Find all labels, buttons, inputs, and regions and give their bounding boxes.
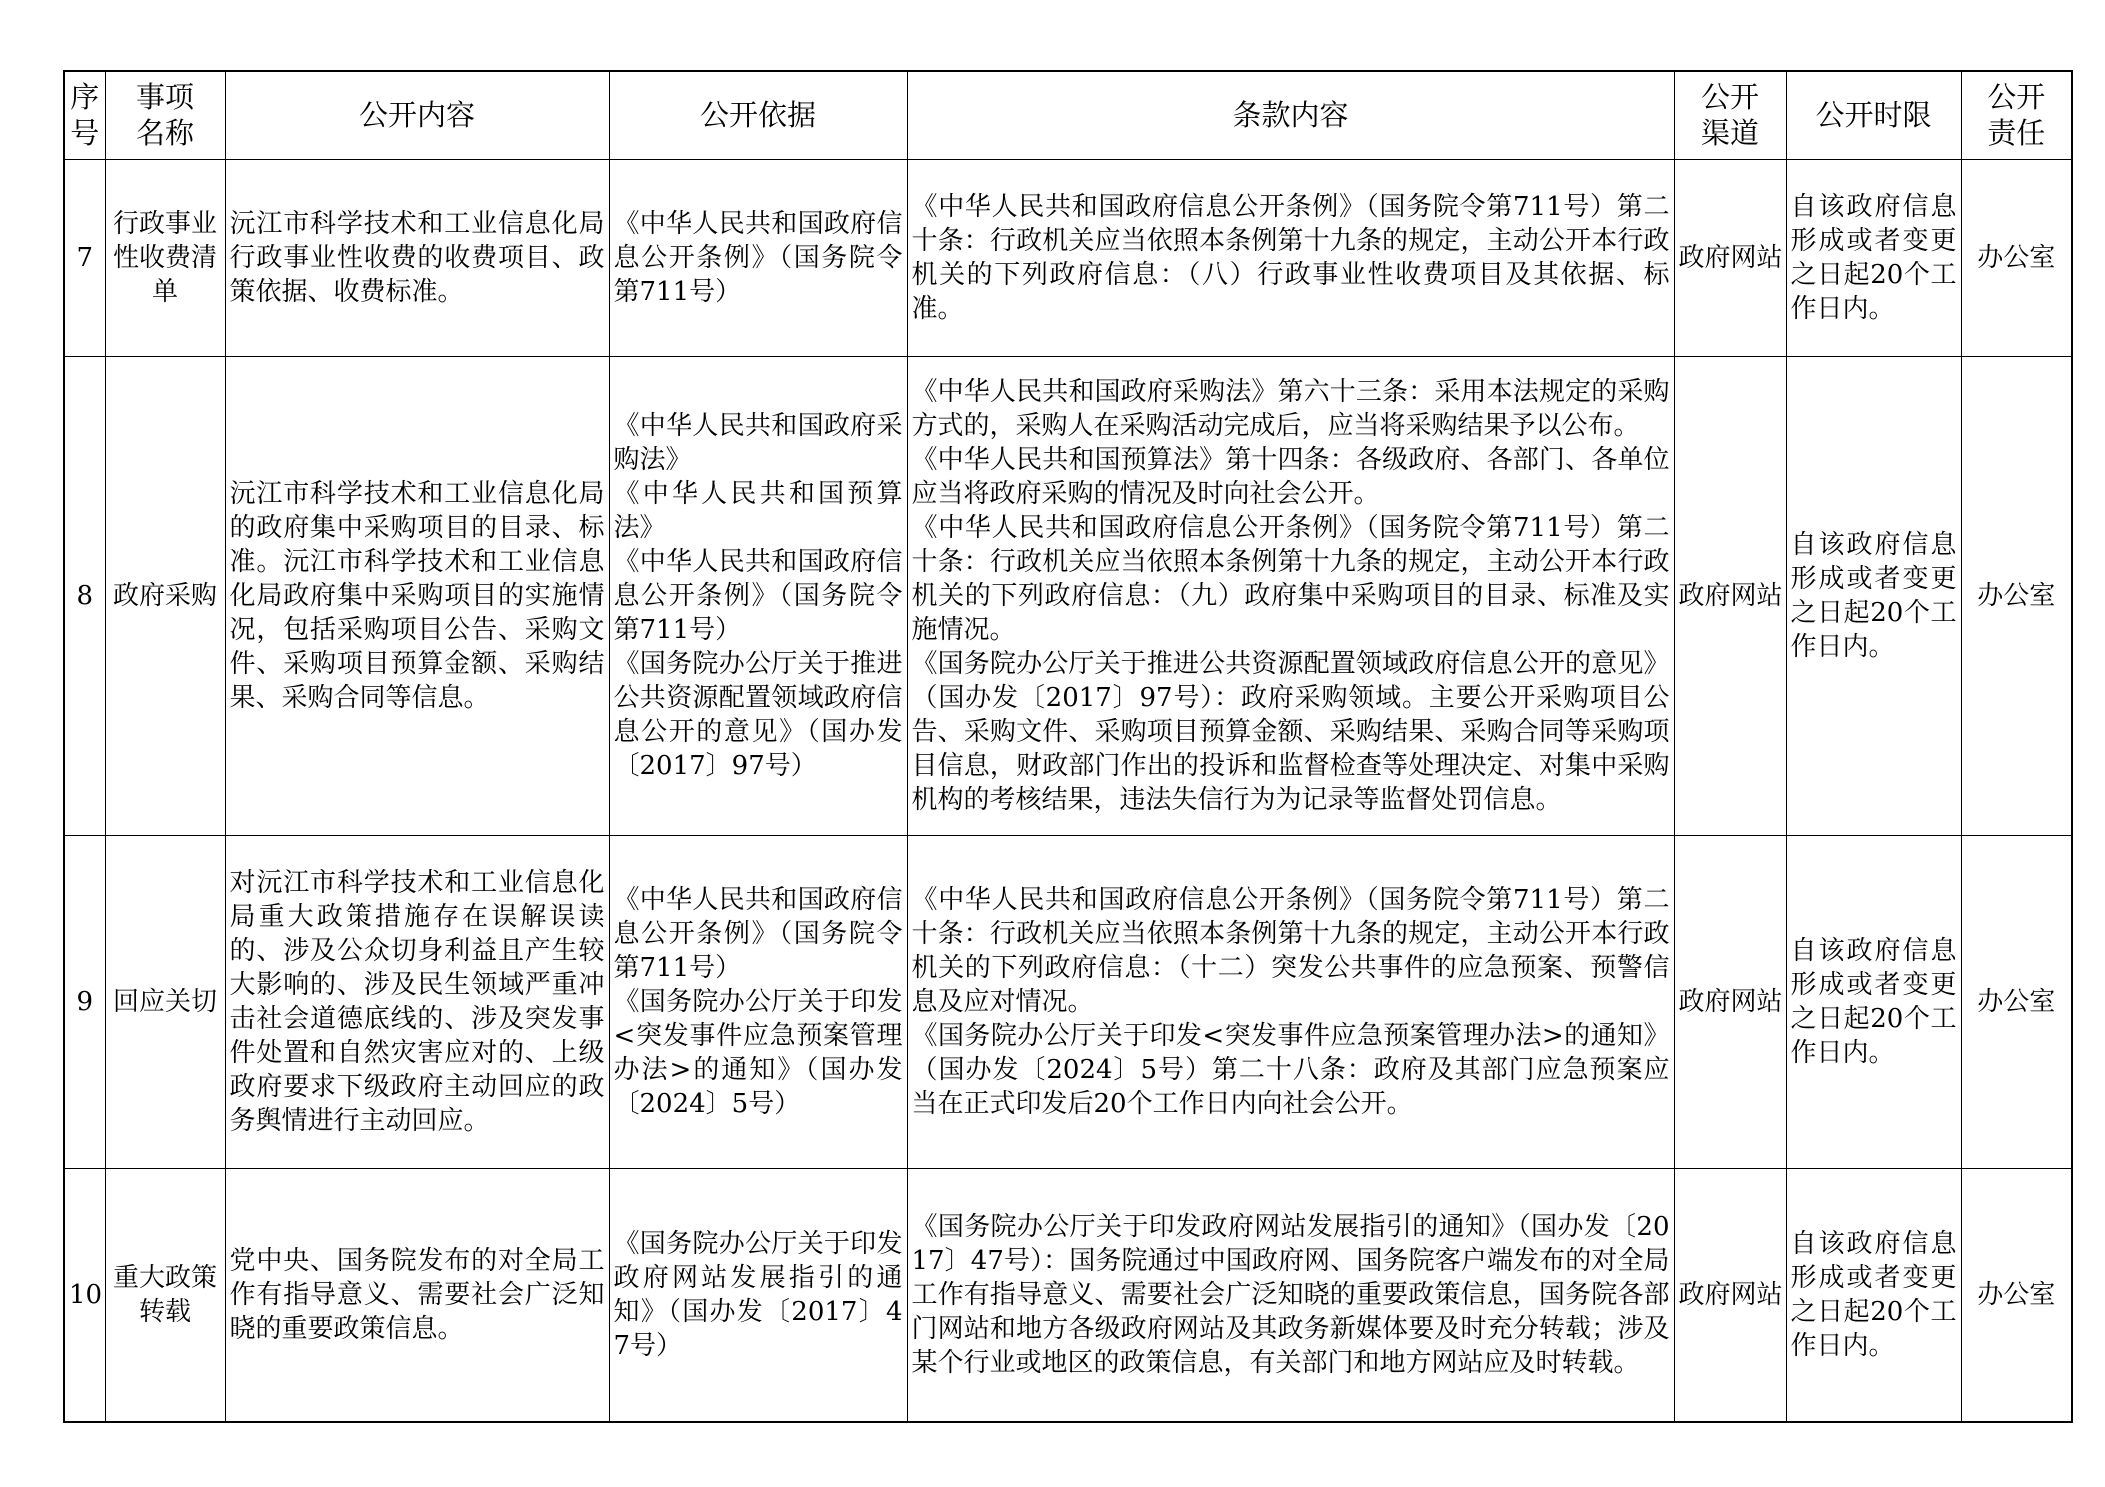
clause-paragraph: 《中华人民共和国政府信息公开条例》（国务院令第711号）第二十条：行政机关应当依照本条例第十九条的规定，主动公开本行政机关的下列政府信息：（八）行政事业性收费项目及其依据、标准。 bbox=[911, 191, 1670, 324]
basis-paragraph: 《中华人民共和国政府信息公开条例》（国务院令第711号） bbox=[613, 208, 903, 307]
cell-content: 沅江市科学技术和工业信息化局的政府集中采购项目的目录、标准。沅江市科学技术和工业信息化局政府集中采购项目的实施情况，包括采购项目公告、采购文件、采购项目预算金额、采购结果、采购合同等信息。 bbox=[225, 356, 609, 835]
header-content bbox=[225, 71, 609, 159]
header-clause bbox=[907, 71, 1674, 159]
clause-paragraph: 《国务院办公厅关于推进公共资源配置领域政府信息公开的意见》（国办发〔2017〕97号）：政府采购领域。主要公开采购项目公告、采购文件、采购项目预算金额、采购结果、采购合同等采购项目信息，财政部门作出的投诉和监督检查等处理决定、对集中采购机构的考核结果，违法失信行为为记录等监督处罚信息。 bbox=[911, 648, 1670, 815]
clause-paragraph: 《国务院办公厅关于印发政府网站发展指引的通知》（国办发〔2017〕47号）：国务院通过中国政府网、国务院客户端发布的对全局工作有指导意义、需要社会广泛知晓的重要政策信息，国务院各部门网站和地方各级政府网站及其政务新媒体要及时充分转载；涉及某个行业或地区的政策信息，有关部门和地方网站应及时转载。 bbox=[911, 1211, 1670, 1378]
clause-paragraph: 《中华人民共和国政府信息公开条例》（国务院令第711号）第二十条：行政机关应当依照本条例第十九条的规定，主动公开本行政机关的下列政府信息：（九）政府集中采购项目的目录、标准及实施情况。 bbox=[911, 512, 1670, 645]
basis-paragraph: 《国务院办公厅关于印发<突发事件应急预案管理办法>的通知》（国办发〔2024〕5号） bbox=[613, 986, 903, 1119]
header-basis-label: 公开依据 bbox=[699, 98, 816, 133]
cell-basis bbox=[609, 356, 907, 835]
clause-paragraph: 《中华人民共和国政府采购法》第六十三条：采用本法规定的采购方式的，采购人在采购活动完成后，应当将采购结果予以公布。 bbox=[911, 376, 1670, 441]
basis-paragraph: 《中华人民共和国政府信息公开条例》（国务院令第711号） bbox=[613, 546, 903, 645]
cell-responsible: 办公室 bbox=[1961, 356, 2072, 835]
cell-time-limit: 自该政府信息形成或者变更之日起20个工作日内。 bbox=[1786, 835, 1961, 1168]
clause-paragraph: 《国务院办公厅关于印发<突发事件应急预案管理办法>的通知》（国办发〔2024〕5号）第二十八条：政府及其部门应急预案应当在正式印发后20个工作日内向社会公开。 bbox=[911, 1020, 1670, 1119]
header-content-label: 公开内容 bbox=[358, 98, 475, 133]
basis-paragraph: 《中华人民共和国政府采购法》 bbox=[613, 410, 903, 475]
cell-content: 党中央、国务院发布的对全局工作有指导意义、需要社会广泛知晓的重要政策信息。 bbox=[225, 1168, 609, 1422]
cell-clause bbox=[907, 356, 1674, 835]
cell-item-name: 行政事业性收费清单 bbox=[105, 159, 225, 356]
cell-clause bbox=[907, 1168, 1674, 1422]
header-responsible-label: 公开责任 bbox=[1987, 80, 2046, 151]
header-item bbox=[105, 71, 225, 159]
table-row bbox=[64, 1168, 2072, 1422]
table-row bbox=[64, 356, 2072, 835]
cell-basis bbox=[609, 159, 907, 356]
table-row bbox=[64, 159, 2072, 356]
cell-responsible: 办公室 bbox=[1961, 159, 2072, 356]
header-basis bbox=[609, 71, 907, 159]
cell-no: 10 bbox=[64, 1168, 105, 1422]
cell-no: 9 bbox=[64, 835, 105, 1168]
basis-paragraph: 《中华人民共和国政府信息公开条例》（国务院令第711号） bbox=[613, 884, 903, 983]
table-row bbox=[64, 835, 2072, 1168]
basis-paragraph: 《国务院办公厅关于推进公共资源配置领域政府信息公开的意见》（国办发〔2017〕97号） bbox=[613, 648, 903, 781]
header-channel bbox=[1674, 71, 1786, 159]
cell-responsible: 办公室 bbox=[1961, 835, 2072, 1168]
cell-item-name: 回应关切 bbox=[105, 835, 225, 1168]
cell-basis bbox=[609, 835, 907, 1168]
cell-clause bbox=[907, 835, 1674, 1168]
table-header-row bbox=[64, 71, 2072, 159]
cell-basis bbox=[609, 1168, 907, 1422]
cell-item-name: 重大政策转载 bbox=[105, 1168, 225, 1422]
header-no-label: 序号 bbox=[70, 80, 100, 151]
header-time-limit bbox=[1786, 71, 1961, 159]
cell-channel: 政府网站 bbox=[1674, 835, 1786, 1168]
cell-no: 8 bbox=[64, 356, 105, 835]
cell-content: 沅江市科学技术和工业信息化局行政事业性收费的收费项目、政策依据、收费标准。 bbox=[225, 159, 609, 356]
cell-time-limit: 自该政府信息形成或者变更之日起20个工作日内。 bbox=[1786, 1168, 1961, 1422]
cell-channel: 政府网站 bbox=[1674, 356, 1786, 835]
cell-content: 对沅江市科学技术和工业信息化局重大政策措施存在误解误读的、涉及公众切身利益且产生较大影响的、涉及民生领域严重冲击社会道德底线的、涉及突发事件处置和自然灾害应对的、上级政府要求下级政府主动回应的政务舆情进行主动回应。 bbox=[225, 835, 609, 1168]
cell-time-limit: 自该政府信息形成或者变更之日起20个工作日内。 bbox=[1786, 356, 1961, 835]
cell-channel: 政府网站 bbox=[1674, 159, 1786, 356]
clause-paragraph: 《中华人民共和国预算法》第十四条：各级政府、各部门、各单位应当将政府采购的情况及时向社会公开。 bbox=[911, 444, 1670, 509]
header-clause-label: 条款内容 bbox=[1232, 98, 1349, 133]
cell-clause bbox=[907, 159, 1674, 356]
cell-time-limit: 自该政府信息形成或者变更之日起20个工作日内。 bbox=[1786, 159, 1961, 356]
header-time-limit-label: 公开时限 bbox=[1815, 98, 1932, 133]
disclosure-sheet bbox=[63, 70, 2073, 1423]
cell-responsible: 办公室 bbox=[1961, 1168, 2072, 1422]
basis-paragraph: 《中华人民共和国预算法》 bbox=[613, 478, 903, 543]
header-responsible bbox=[1961, 71, 2072, 159]
disclosure-table bbox=[63, 70, 2073, 1423]
cell-no: 7 bbox=[64, 159, 105, 356]
cell-channel: 政府网站 bbox=[1674, 1168, 1786, 1422]
clause-paragraph: 《中华人民共和国政府信息公开条例》（国务院令第711号）第二十条：行政机关应当依照本条例第十九条的规定，主动公开本行政机关的下列政府信息：（十二）突发公共事件的应急预案、预警信息及应对情况。 bbox=[911, 884, 1670, 1017]
cell-item-name: 政府采购 bbox=[105, 356, 225, 835]
header-item-label: 事项名称 bbox=[135, 80, 194, 151]
header-channel-label: 公开渠道 bbox=[1700, 80, 1759, 151]
header-no bbox=[64, 71, 105, 159]
basis-paragraph: 《国务院办公厅关于印发政府网站发展指引的通知》（国办发〔2017〕47号） bbox=[613, 1228, 903, 1361]
